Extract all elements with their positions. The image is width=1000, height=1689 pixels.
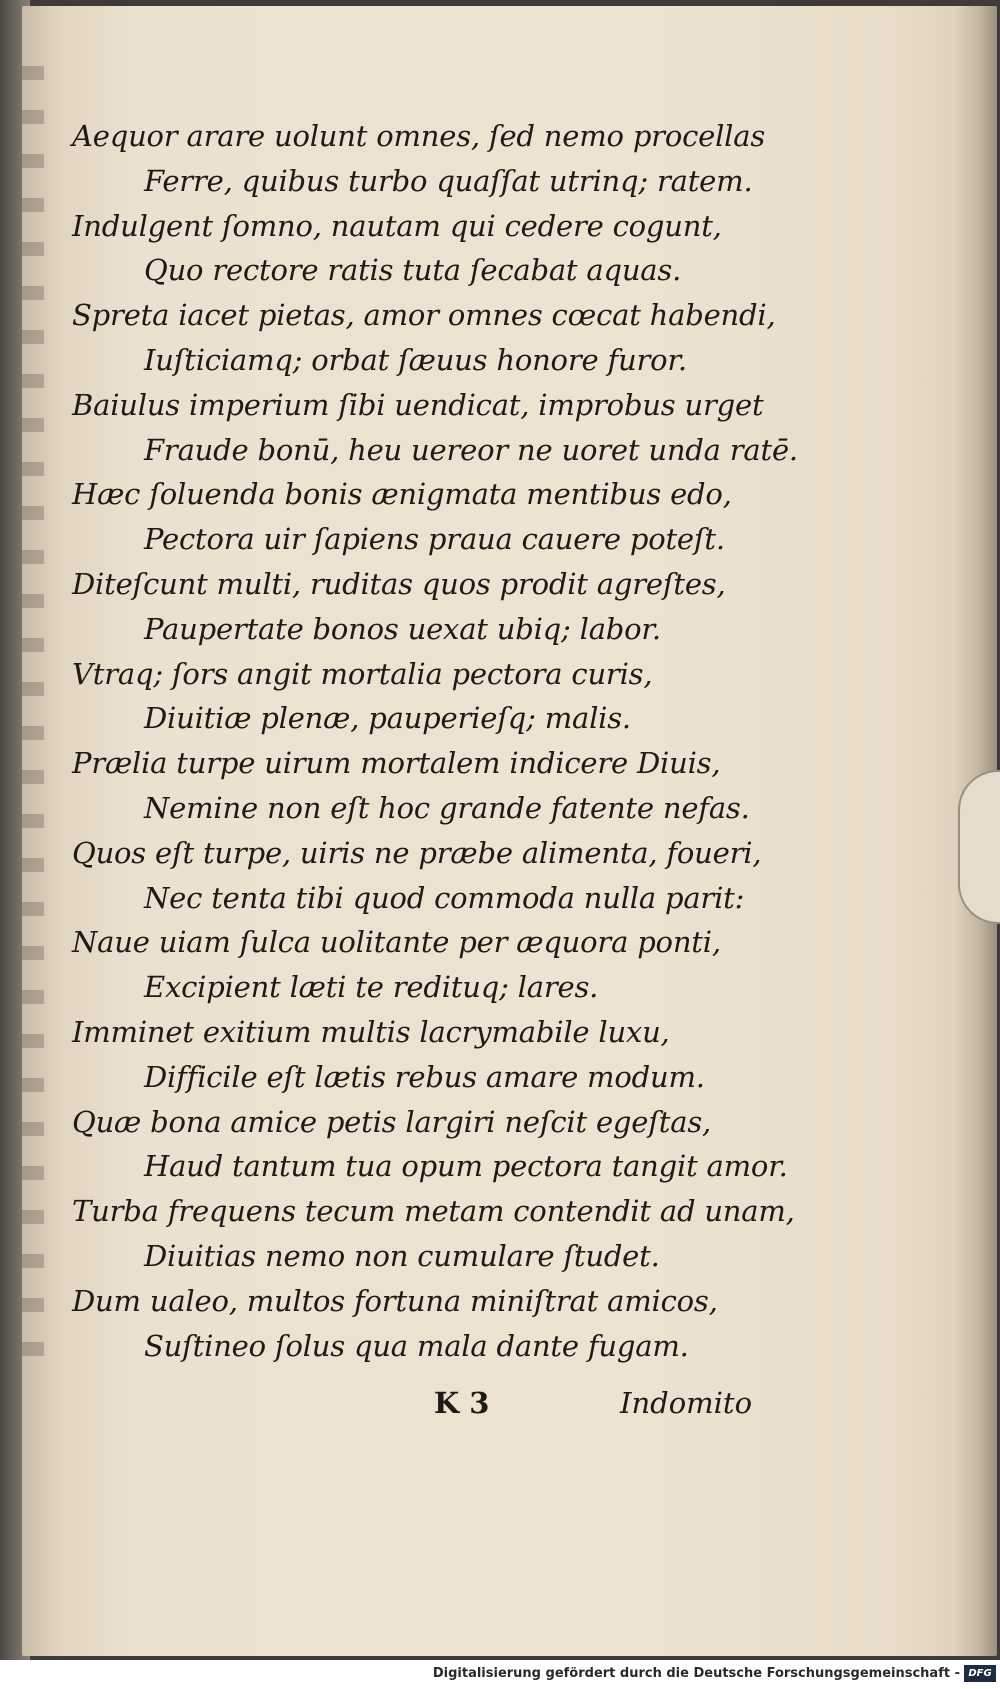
verse-line: Dum ualeo, multos fortuna miniſtrat amicos, (72, 1283, 718, 1318)
verse-line: Haud tantum tua opum pectora tangit amor. (144, 1149, 788, 1184)
verse-line: Diuitias nemo non cumulare ſtudet. (144, 1238, 660, 1273)
page-footer (72, 1381, 952, 1425)
verse-line: Indulgent ſomno, nautam qui cedere cogunt, (72, 208, 722, 243)
verse-line: Paupertate bonos uexat ubiq; labor. (144, 611, 661, 646)
signature-mark: K 3 (434, 1386, 490, 1420)
verse-line: Pectora uir ſapiens praua cauere poteſt. (144, 522, 725, 557)
verse-line: Aequor arare uolunt omnes, ſed nemo procellas (72, 119, 766, 153)
verse-line: Spreta iacet pietas, amor omnes cœcat habendi, (72, 298, 776, 333)
dfg-logo: DFG (964, 1665, 996, 1682)
verse-line: Difficile eſt lætis rebus amare modum. (144, 1059, 705, 1094)
verse-line: Naue uiam ſulca uolitante per æquora ponti, (72, 925, 721, 960)
verse-line: Baiulus imperium ſibi uendicat, improbus urget (72, 387, 764, 422)
verse-line: Iuſticiamq; orbat ſæuus honore furor. (144, 342, 687, 377)
verse-line: Quos eſt turpe, uiris ne præbe alimenta, foueri, (72, 835, 762, 870)
verse-line: Quæ bona amice petis largiri neſcit egeſtas, (72, 1104, 712, 1139)
catchword: Indomito (620, 1386, 753, 1420)
verse-line: Imminet exitium multis lacrymabile luxu, (72, 1014, 670, 1049)
digitization-credit: Digitalisierung gefördert durch die Deutsche Forschungsgemeinschaft - (432, 1666, 960, 1681)
verse-line: Fraude bonū, heu uereor ne uoret unda ratē. (144, 432, 798, 467)
verse-line: Turba frequens tecum metam contendit ad unam, (72, 1194, 795, 1229)
verse-line: Suſtineo ſolus qua mala dante fugam. (144, 1328, 689, 1363)
verse-line: Prælia turpe uirum mortalem indicere Diuis, (72, 746, 721, 781)
verse-line: Hæc ſoluenda bonis ænigmata mentibus edo, (72, 477, 732, 512)
verse-line: Diteſcunt multi, ruditas quos prodit agreſtes, (72, 566, 726, 601)
verse-line: Excipient læti te redituq; lares. (144, 970, 599, 1005)
verse-line: Nemine non eſt hoc grande fatente nefas. (144, 790, 750, 825)
credit-bar (0, 1660, 1000, 1689)
verse-line: Vtraq; ſors angit mortalia pectora curis, (72, 656, 653, 691)
verse-line: Quo rectore ratis tuta ſecabat aquas. (144, 253, 682, 288)
page-tab-notch (958, 770, 1000, 924)
book-page (22, 6, 997, 1656)
verse-line: Ferre, quibus turbo quaſſat utrinq; ratem. (144, 163, 753, 198)
verse-line: Diuitiæ plenæ, pauperieſq; malis. (144, 701, 631, 736)
verse-line: Nec tenta tibi quod commoda nulla parit: (144, 880, 745, 915)
gutter-bleed-text (22, 66, 44, 1366)
verse-text (72, 114, 952, 1368)
